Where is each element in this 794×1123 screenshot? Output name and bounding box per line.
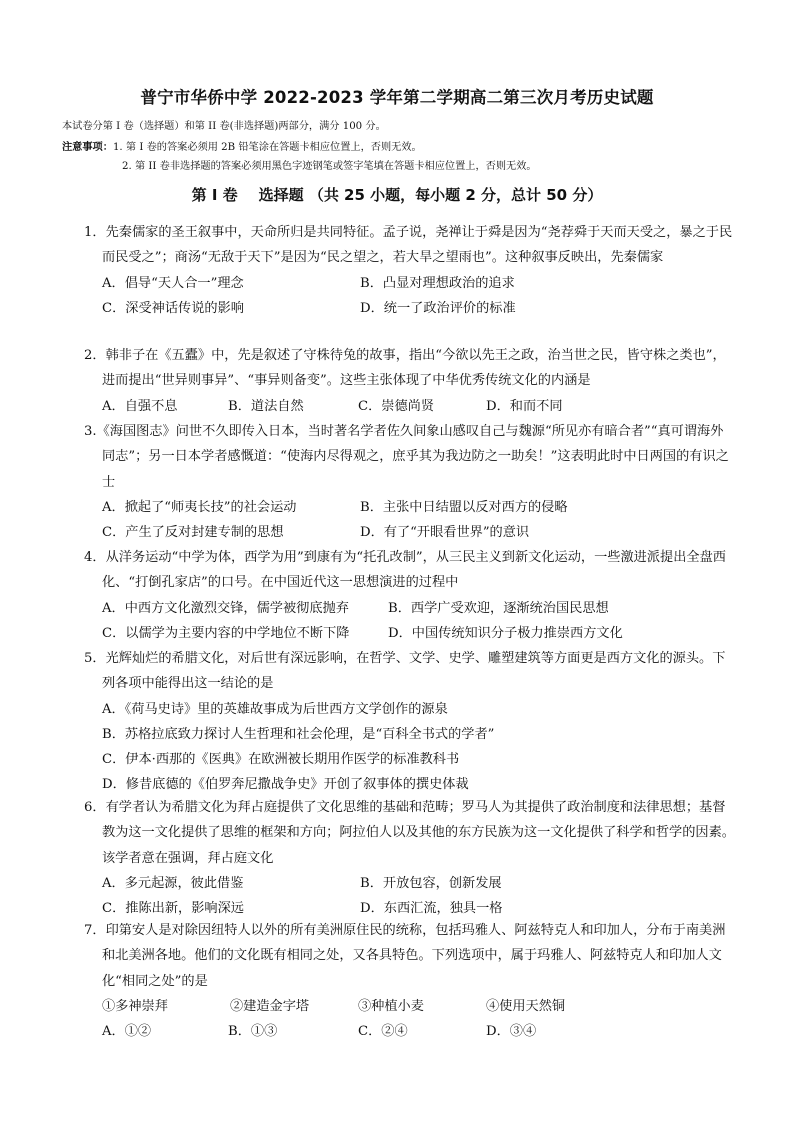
option-c: C．深受神话传说的影响: [102, 300, 244, 316]
option-a: A．多元起源，彼此借鉴: [102, 875, 244, 891]
notice-line-1: [62, 140, 422, 155]
exam-title: 普宁市华侨中学 2022-2023 学年第二学期高二第三次月考历史试题: [140, 88, 654, 107]
statement-2: ②建造金字塔: [230, 998, 310, 1014]
question-stem: 4．从洋务运动“中学为体，西学为用”到康有为“托孔改制”，从三民主义到新文化运动，一些激进派提出全盘西化、“打倒孔家店”的口号。在中国近代这一思想演进的过程中: [84, 550, 726, 591]
option-d: D．东西汇流，独具一格: [360, 901, 503, 917]
option-c: C．产生了反对封建专制的思想: [102, 525, 284, 541]
notice-item-2: 2. 第 II 卷非选择题的答案必须用黑色字迹钢笔或签字笔填在答题卡相应位置上，否则无效。: [122, 161, 537, 172]
question-1: [84, 220, 736, 321]
section-heading: [0, 184, 794, 205]
statement-items: [84, 994, 736, 1019]
option-a: A．掀起了“师夷长技”的社会运动: [102, 499, 297, 515]
options: [84, 271, 736, 322]
option-b: B．主张中日结盟以反对西方的侵略: [360, 499, 568, 515]
question-6: [84, 795, 736, 921]
question-5: [84, 646, 736, 798]
option-a: A．中西方文化激烈交锋，儒学被彻底抛弃: [102, 600, 349, 616]
options: [84, 871, 736, 922]
option-d: D．统一了政治评价的标准: [360, 300, 516, 316]
options: [84, 394, 736, 419]
option-c: C．以儒学为主要内容的中学地位不断下降: [102, 625, 350, 641]
option-b: B．道法自然: [228, 398, 304, 414]
section-name: 选择题: [258, 186, 304, 204]
question-stem: 3.《海国图志》问世不久即传入日本，当时著名学者佐久间象山感叹自己与魏源“所见亦有暗合者”“真可谓海外同志”；另一日本学者感慨道：“使海内尽得观之，庶乎其为我边防之一助矣！”这表明此时中日两国的有识之士: [84, 424, 729, 490]
option-c: C．推陈出新，影响深远: [102, 901, 244, 917]
option-a: A．自强不息: [102, 398, 178, 414]
question-7: [84, 918, 736, 1044]
notice-item-1: 1. 第 I 卷的答案必须用 2B 铅笔涂在答题卡相应位置上，否则无效。: [112, 142, 422, 153]
options: [84, 697, 736, 798]
option-b: B．凸显对理想政治的追求: [360, 275, 515, 291]
question-2: [84, 343, 736, 419]
option-a: A．倡导“天人合一”理念: [102, 275, 244, 291]
question-stem: 6．有学者认为希腊文化为拜占庭提供了文化思维的基础和范畴；罗马人为其提供了政治制度和法律思想；基督教为这一文化提供了思维的框架和方向；阿拉伯人以及其他的东方民族为这一文化提供了科学和哲学的因素。该学者意在强调，拜占庭文化: [84, 800, 735, 866]
option-c: C．伊本·西那的《医典》在欧洲被长期用作医学的标准教科书: [102, 752, 460, 768]
option-b: B．苏格拉底致力探讨人生哲理和社会伦理，是“百科全书式的学者”: [102, 726, 495, 742]
options: [84, 495, 736, 546]
option-b: B．西学广受欢迎，逐渐统治国民思想: [388, 600, 609, 616]
question-stem: 7．印第安人是对除因纽特人以外的所有美洲原住民的统称，包括玛雅人、阿兹特克人和印加人，分布于南美洲和北美洲各地。他们的文化既有相同之处，又各具特色。下列选项中，属于玛雅人、阿兹特克人和印加人文化“相同之处”的是: [84, 923, 726, 989]
options: [84, 596, 736, 647]
section-rule: （共 25 小题，每小题 2 分，总计 50 分）: [308, 186, 603, 204]
notice-label: 注意事项：: [62, 141, 113, 153]
statement-3: ③种植小麦: [358, 998, 424, 1014]
question-stem: 2．韩非子在《五蠹》中，先是叙述了守株待兔的故事，指出“今欲以先王之政，治当世之民，皆守株之类也”，进而提出“世异则事异”、“事异则备变”。这些主张体现了中华优秀传统文化的内涵是: [84, 348, 726, 389]
question-stem: 5．光辉灿烂的希腊文化，对后世有深远影响，在哲学、文学、史学、雕塑建筑等方面更是西方文化的源头。下列各项中能得出这一结论的是: [84, 651, 726, 692]
option-d: D．修昔底德的《伯罗奔尼撒战争史》开创了叙事体的撰史体裁: [102, 777, 469, 793]
exam-intro: 本试卷分第 I 卷（选择题）和第 II 卷(非选择题)两部分，满分 100 分。: [62, 121, 386, 132]
question-4: [84, 545, 736, 646]
statement-1: ①多神崇拜: [102, 998, 168, 1014]
option-c: C．崇德尚贤: [358, 398, 435, 414]
option-d: D．中国传统知识分子极力推崇西方文化: [388, 625, 623, 641]
statement-4: ④使用天然铜: [486, 998, 566, 1014]
section-part: 第 I 卷: [191, 186, 238, 204]
option-a: A．①②: [102, 1024, 152, 1040]
option-c: C．②④: [358, 1024, 408, 1040]
option-b: B．①③: [228, 1024, 278, 1040]
option-d: D．③④: [486, 1024, 537, 1040]
options: [84, 1019, 736, 1044]
question-stem: 1．先秦儒家的圣王叙事中，天命所归是共同特征。孟子说，尧禅让于舜是因为“尧荐舜于天而天受之，暴之于民而民受之”；商汤“无敌于天下”是因为“民之望之，若大旱之望雨也”。这种叙事反映出，先秦儒家: [84, 225, 733, 266]
option-d: D．和而不同: [486, 398, 563, 414]
option-a: A．《荷马史诗》里的英雄故事成为后世西方文学创作的源泉: [102, 701, 448, 717]
question-3: [84, 419, 736, 545]
option-b: B．开放包容，创新发展: [360, 875, 502, 891]
option-d: D．有了“开眼看世界”的意识: [360, 525, 530, 541]
